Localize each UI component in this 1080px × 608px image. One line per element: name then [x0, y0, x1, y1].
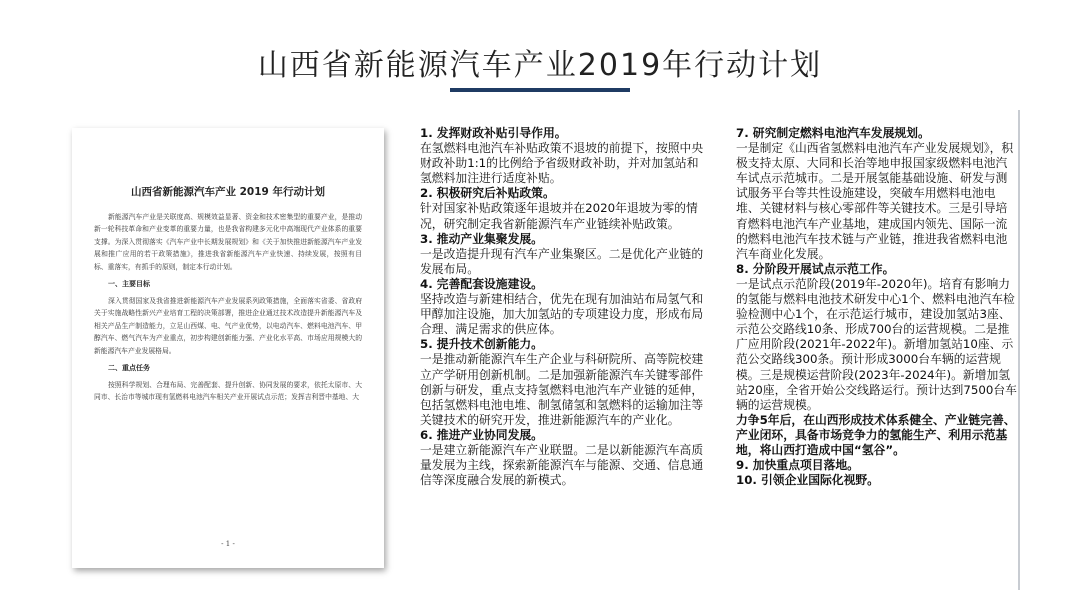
measure-body: 一是推动新能源汽车生产企业与科研院所、高等院校建立产学研用创新机制。二是加强新能源汽车关键零部件创新与研发，重点支持氢燃料电池汽车产业链的延伸，包括氢燃料电池电堆、制氢储氢和氢燃料的运输加注等关键技术的研究开发，推进新能源汽车的产业化。 — [420, 352, 704, 427]
document-title: 山西省新能源汽车产业 2019 年行动计划 — [130, 186, 326, 198]
document-thumbnail — [72, 128, 384, 568]
measure-item — [736, 126, 1018, 262]
measure-item — [420, 186, 710, 231]
measure-item — [420, 126, 710, 186]
measure-item — [736, 262, 1018, 413]
document-section-tasks: 二、重点任务 — [108, 364, 150, 373]
measure-body: 一是建立新能源汽车产业联盟。二是以新能源汽车高质量发展为主线，探索新能源汽车与能源、交通、信息通信等深度融合发展的新模式。 — [420, 442, 704, 488]
measure-body: 一是试点示范阶段(2019年-2020年)。培育有影响力的氢能与燃料电池技术研发中心1个、燃料电池汽车检验检测中心1个，在示范运行城市，建设加氢站3座、示范公交路线10条、形成700台的运营规模。二是推广应用阶段(2021年-2022年)。新增加氢站10座、示范公交路线300条。预计形成3000台车辆的运营规模。三是规模运营阶段(2023年-2024年)。新增加氢站20座，全省开始公交线路运行。预计达到7500台车辆的运营规模。 — [736, 276, 1017, 412]
goal-statement: 力争5年后，在山西形成技术体系健全、产业链完善、产业闭环，具备市场竞争力的氢能生产、利用示范基地，将山西打造成中国“氢谷”。 — [736, 412, 1016, 457]
measure-body: 针对国家补贴政策逐年退坡并在2020年退坡为零的情况，研究制定我省新能源汽车产业链续补贴政策。 — [420, 201, 698, 231]
measures-column-middle — [420, 126, 710, 488]
measure-item — [420, 428, 710, 488]
measures-column-right — [736, 126, 1018, 488]
document-section-goals: 一、主要目标 — [108, 280, 150, 289]
measure-body: 坚持改造与新建相结合，优先在现有加油站布局氢气和甲醇加注设施，加大加氢站的专项建设力度，形成布局合理、满足需求的供应体。 — [420, 292, 704, 337]
measure-body: 在氢燃料电池汽车补贴政策不退坡的前提下，按照中央财政补助1:1的比例给予省级财政补助，并对加氢站和氢燃料加注进行适度补贴。 — [420, 141, 704, 186]
measure-heading: 6. 推进产业协同发展。 — [420, 427, 543, 442]
measure-heading: 9. 加快重点项目落地。 — [736, 458, 859, 473]
document-intro: 新能源汽车产业是关联度高、规模效益显著、资金和技术密集型的重要产业，是推动新一轮科技革命和产业变革的重要力量，也是我省构建多元化中高端现代产业体系的重要支撑。为深入贯彻落实《汽车产业中长期发展规划》和《关于加快推进新能源汽车产业发展和推广应用的若干政策措施》，推进我省新能源汽车产业快速、持续发展，按照有目标、重落实，有抓手的原则，制定本行动计划。 — [94, 213, 362, 271]
measure-body: 一是改造提升现有汽车产业集聚区。二是优化产业链的发展布局。 — [420, 246, 704, 276]
measure-heading: 4. 完善配套设施建设。 — [420, 276, 543, 291]
slide-title: 山西省新能源汽车产业2019年行动计划 — [257, 48, 823, 83]
measure-body: 一是制定《山西省氢燃料电池汽车产业发展规划》，积极支持太原、大同和长治等地申报国家级燃料电池汽车试点示范城市。二是开展氢能基础设施、研发与测试服务平台等共性设施建设，突破车用燃料电池电堆、关键材料与核心零部件等关键技术。三是引导培育燃料电池汽车产业基地，建成国内领先、国际一流的燃料电池汽车技术链与产业链，推进我省燃料电池汽车商业化发展。 — [736, 141, 1014, 261]
measure-heading: 1. 发挥财政补贴引导作用。 — [420, 126, 567, 140]
measure-item — [420, 337, 710, 428]
measure-heading: 8. 分阶段开展试点示范工作。 — [736, 261, 895, 276]
title-underline — [450, 88, 630, 92]
document-tasks-text: 按照科学规划、合理布局、完善配套、提升创新、协同发展的要求，依托太原市、大同市、长治市等城市现有氢燃料电池汽车相关产业开展试点示范；发挥吉利晋中基地、大 — [94, 381, 362, 402]
measure-item — [420, 232, 710, 277]
document-page-number: - 1 - — [221, 540, 235, 548]
right-divider — [1018, 110, 1020, 590]
measure-heading: 10. 引领企业国际化视野。 — [736, 473, 879, 488]
measure-heading: 2. 积极研究后补贴政策。 — [420, 186, 555, 201]
measure-heading: 3. 推动产业集聚发展。 — [420, 231, 543, 246]
document-goals-text: 深入贯彻国家及我省推进新能源汽车产业发展系列政策措施，全面落实省委、省政府关于实施战略性新兴产业培育工程的决策部署，推进企业通过技术改造提升新能源汽车及相关产品生产制造能力，立足山西煤、电、气产业优势，以电动汽车、燃料电池汽车、甲醇汽车、燃气汽车为产业重点，初步构建创新能力强、产业化水平高、市场应用规模大的新能源汽车产业发展格局。 — [94, 297, 362, 355]
measure-heading: 7. 研究制定燃料电池汽车发展规划。 — [736, 126, 930, 140]
measure-item — [420, 277, 710, 337]
measure-heading: 5. 提升技术创新能力。 — [420, 337, 543, 352]
